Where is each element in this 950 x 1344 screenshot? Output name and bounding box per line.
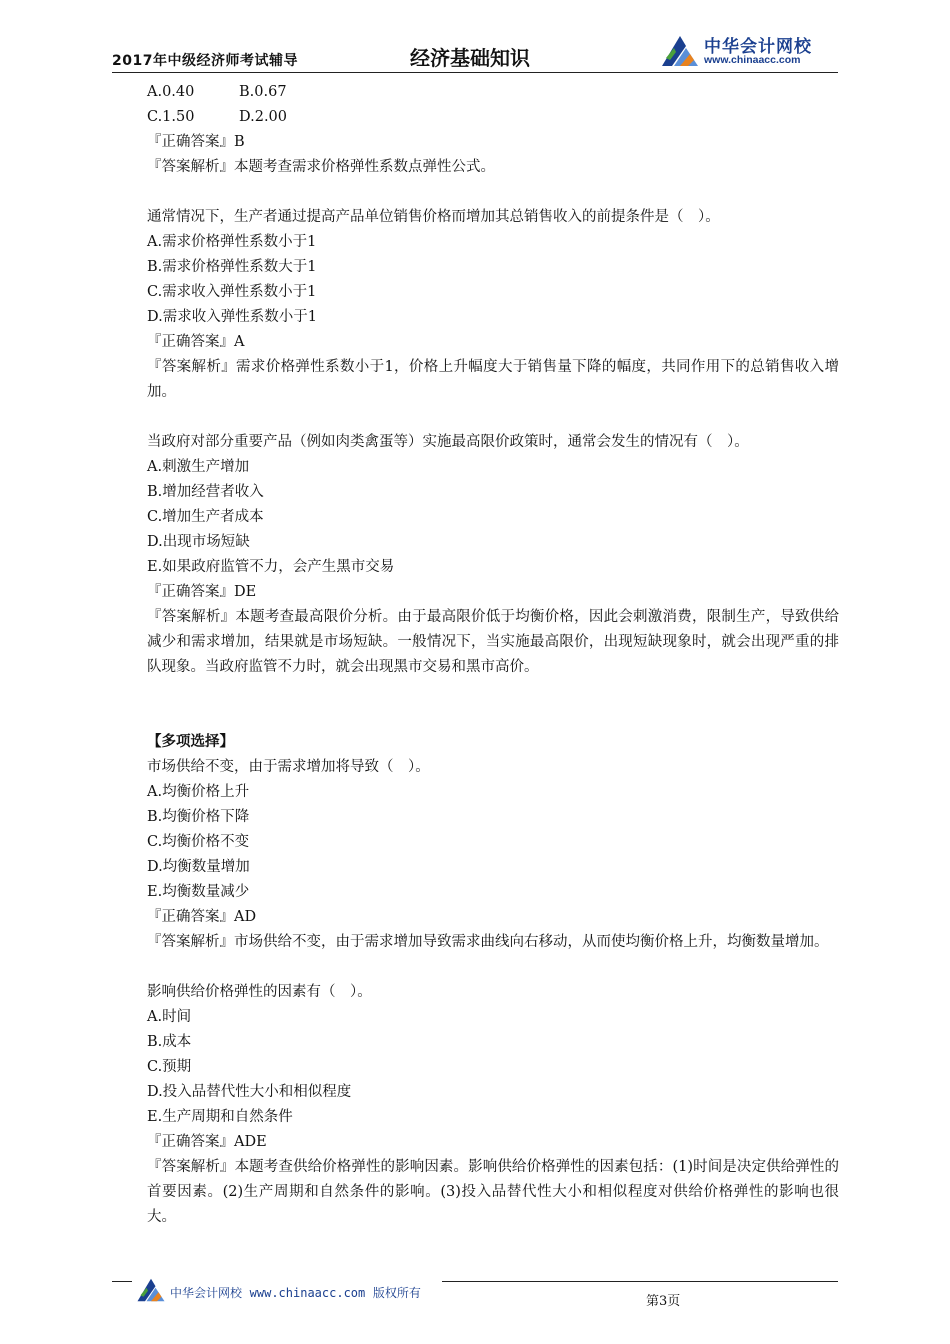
q4-stem: 影响供给价格弹性的因素有（ ）。: [147, 984, 372, 1000]
q1-option-a: A.需求价格弹性系数小于1: [147, 234, 317, 250]
q4-option-e: E.生产周期和自然条件: [147, 1109, 293, 1125]
q0-option-a: A.0.40: [147, 84, 195, 100]
q1-analysis: 『答案解析』需求价格弹性系数小于1，价格上升幅度大于销售量下降的幅度，共同作用下的总销售收入增加。: [147, 359, 839, 400]
chinaacc-logo-icon: [660, 34, 700, 68]
q1-option-c: C.需求收入弹性系数小于1: [147, 284, 317, 300]
footer-rights: 版权所有: [372, 1286, 421, 1300]
q4-option-b: B.成本: [147, 1034, 192, 1050]
page-number: 第3页: [646, 1294, 681, 1309]
page-header: [112, 28, 838, 72]
q0-option-c: C.1.50: [147, 109, 195, 125]
q2-option-e: E.如果政府监管不力，会产生黑市交易: [147, 559, 395, 575]
footer-dash: [112, 1281, 132, 1282]
q2-option-b: B.增加经营者收入: [147, 484, 264, 500]
footer-logo-icon: [136, 1276, 166, 1304]
q4-option-a: A.时间: [147, 1009, 192, 1025]
q3-option-a: A.均衡价格上升: [147, 784, 250, 800]
q1-answer: 『正确答案』A: [147, 334, 245, 350]
q1-option-d: D.需求收入弹性系数小于1: [147, 309, 317, 325]
q3-option-e: E.均衡数量减少: [147, 884, 250, 900]
q3-option-d: D.均衡数量增加: [147, 859, 250, 875]
q4-option-c: C.预期: [147, 1059, 192, 1075]
q2-option-a: A.刺激生产增加: [147, 459, 250, 475]
q3-option-b: B.均衡价格下降: [147, 809, 250, 825]
q4-answer: 『正确答案』ADE: [147, 1134, 267, 1150]
q2-analysis: 『答案解析』本题考查最高限价分析。由于最高限价低于均衡价格，因此会刺激消费，限制生产，导致供给减少和需求增加，结果就是市场短缺。一般情况下，当实施最高限价，出现短缺现象时，就会出现严重的排队现象。当政府监管不力时，就会出现黑市交易和黑市高价。: [147, 609, 839, 675]
header-exam-title: 2017年中级经济师考试辅导: [112, 53, 298, 69]
q0-options-row-2: [147, 105, 839, 130]
section-title: 【多项选择】: [147, 734, 234, 750]
header-divider: [112, 72, 838, 73]
q1-stem: 通常情况下，生产者通过提高产品单位销售价格而增加其总销售收入的前提条件是（ ）。: [147, 209, 720, 225]
footer-divider: [442, 1281, 838, 1282]
document-body: [147, 80, 839, 1230]
q2-answer: 『正确答案』DE: [147, 584, 257, 600]
q0-options-row-1: [147, 80, 839, 105]
header-logo: [660, 30, 838, 70]
header-subject-title: 经济基础知识: [410, 46, 530, 70]
q3-option-c: C.均衡价格不变: [147, 834, 250, 850]
q0-option-d: D.2.00: [239, 109, 288, 125]
q1-option-b: B.需求价格弹性系数大于1: [147, 259, 317, 275]
q2-option-c: C.增加生产者成本: [147, 509, 264, 525]
q2-stem: 当政府对部分重要产品（例如肉类禽蛋等）实施最高限价政策时，通常会发生的情况有（ ）。: [147, 434, 749, 450]
footer-copyright: [170, 1284, 421, 1301]
logo-brand-name: 中华会计网校: [704, 37, 812, 57]
q0-option-b: B.0.67: [239, 84, 287, 100]
page-footer: [112, 1274, 838, 1314]
footer-site-link[interactable]: www.chinaacc.com: [249, 1286, 366, 1300]
q4-analysis: 『答案解析』本题考查供给价格弹性的影响因素。影响供给价格弹性的因素包括：(1)时间是决定供给弹性的首要因素。(2)生产周期和自然条件的影响。(3)投入品替代性大小和相似程度对供给价格弹性的影响也很大。: [147, 1159, 839, 1225]
logo-website: www.chinaacc.com: [704, 54, 801, 66]
q3-answer: 『正确答案』AD: [147, 909, 257, 925]
q3-stem: 市场供给不变，由于需求增加将导致（ ）。: [147, 759, 430, 775]
footer-brand: 中华会计网校: [170, 1286, 243, 1300]
q4-option-d: D.投入品替代性大小和相似程度: [147, 1084, 352, 1100]
q0-answer: 『正确答案』B: [147, 134, 245, 150]
q3-analysis: 『答案解析』市场供给不变，由于需求增加导致需求曲线向右移动，从而使均衡价格上升，均衡数量增加。: [147, 934, 829, 950]
q0-analysis: 『答案解析』本题考查需求价格弹性系数点弹性公式。: [147, 159, 495, 175]
q2-option-d: D.出现市场短缺: [147, 534, 250, 550]
